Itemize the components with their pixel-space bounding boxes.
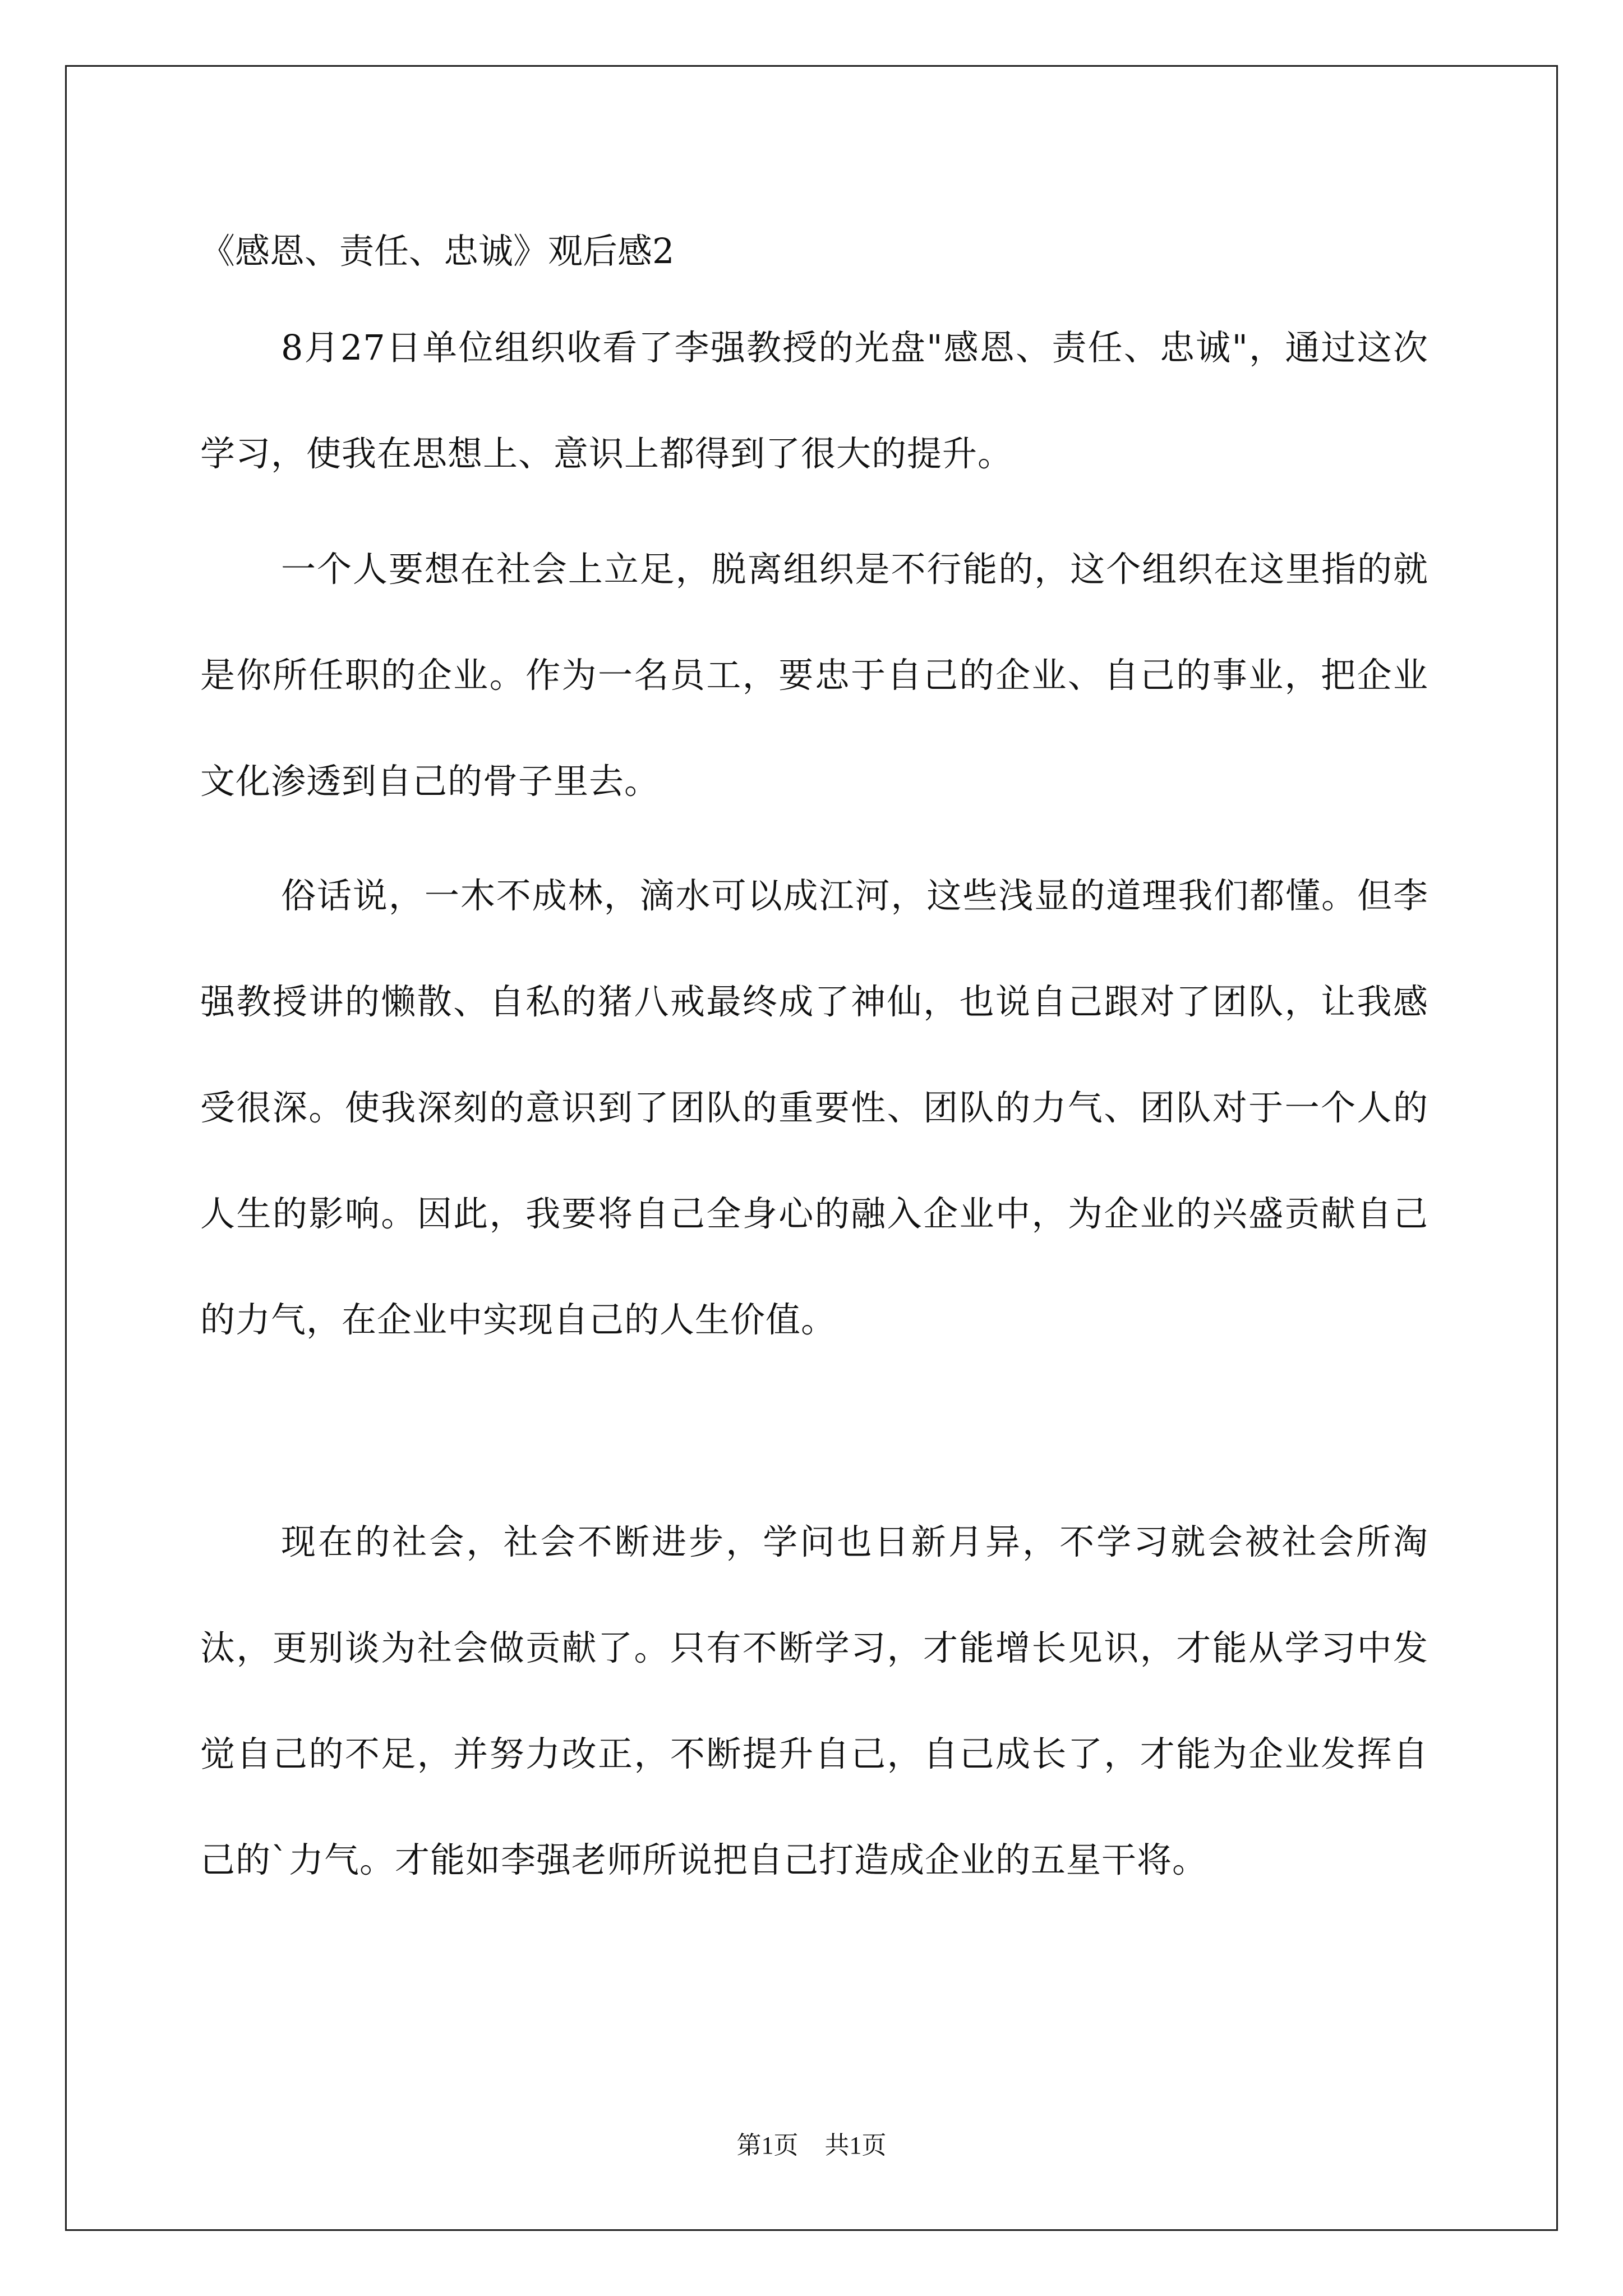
paragraph-2: 一个人要想在社会上立足，脱离组织是不行能的，这个组织在这里指的就是你所任职的企业。作为一名员工，要忠于自己的企业、自己的事业，把企业文化渗透到自己的骨子里去。 bbox=[200, 549, 1428, 802]
page-total: 共1页 bbox=[824, 2132, 887, 2159]
paragraph-1: 8月27日单位组织收看了李强教授的光盘"感恩、责任、忠诚"，通过这次学习，使我在思想上、意识上都得到了很大的提升。 bbox=[200, 327, 1428, 474]
page-number: 第1页 bbox=[736, 2132, 799, 2159]
page-footer bbox=[0, 2129, 1623, 2162]
document-title: 《感恩、责任、忠诚》观后感2 bbox=[200, 231, 675, 272]
paragraph-3: 俗话说，一木不成林，滴水可以成江河，这些浅显的道理我们都懂。但李强教授讲的懒散、自私的猪八戒最终成了神仙，也说自己跟对了团队，让我感受很深。使我深刻的意识到了团队的重要性、团队的力气、团队对于一个人的人生的影响。因此，我要将自己全身心的融入企业中，为企业的兴盛贡献自己的力气，在企业中实现自己的人生价值。 bbox=[200, 875, 1428, 1340]
paragraph-4: 现在的社会，社会不断进步，学问也日新月异，不学习就会被社会所淘汰，更别谈为社会做贡献了。只有不断学习，才能增长见识，才能从学习中发觉自己的不足，并努力改正，不断提升自己，自己成长了，才能为企业发挥自己的`力气。才能如李强老师所说把自己打造成企业的五星干将。 bbox=[200, 1521, 1428, 1880]
